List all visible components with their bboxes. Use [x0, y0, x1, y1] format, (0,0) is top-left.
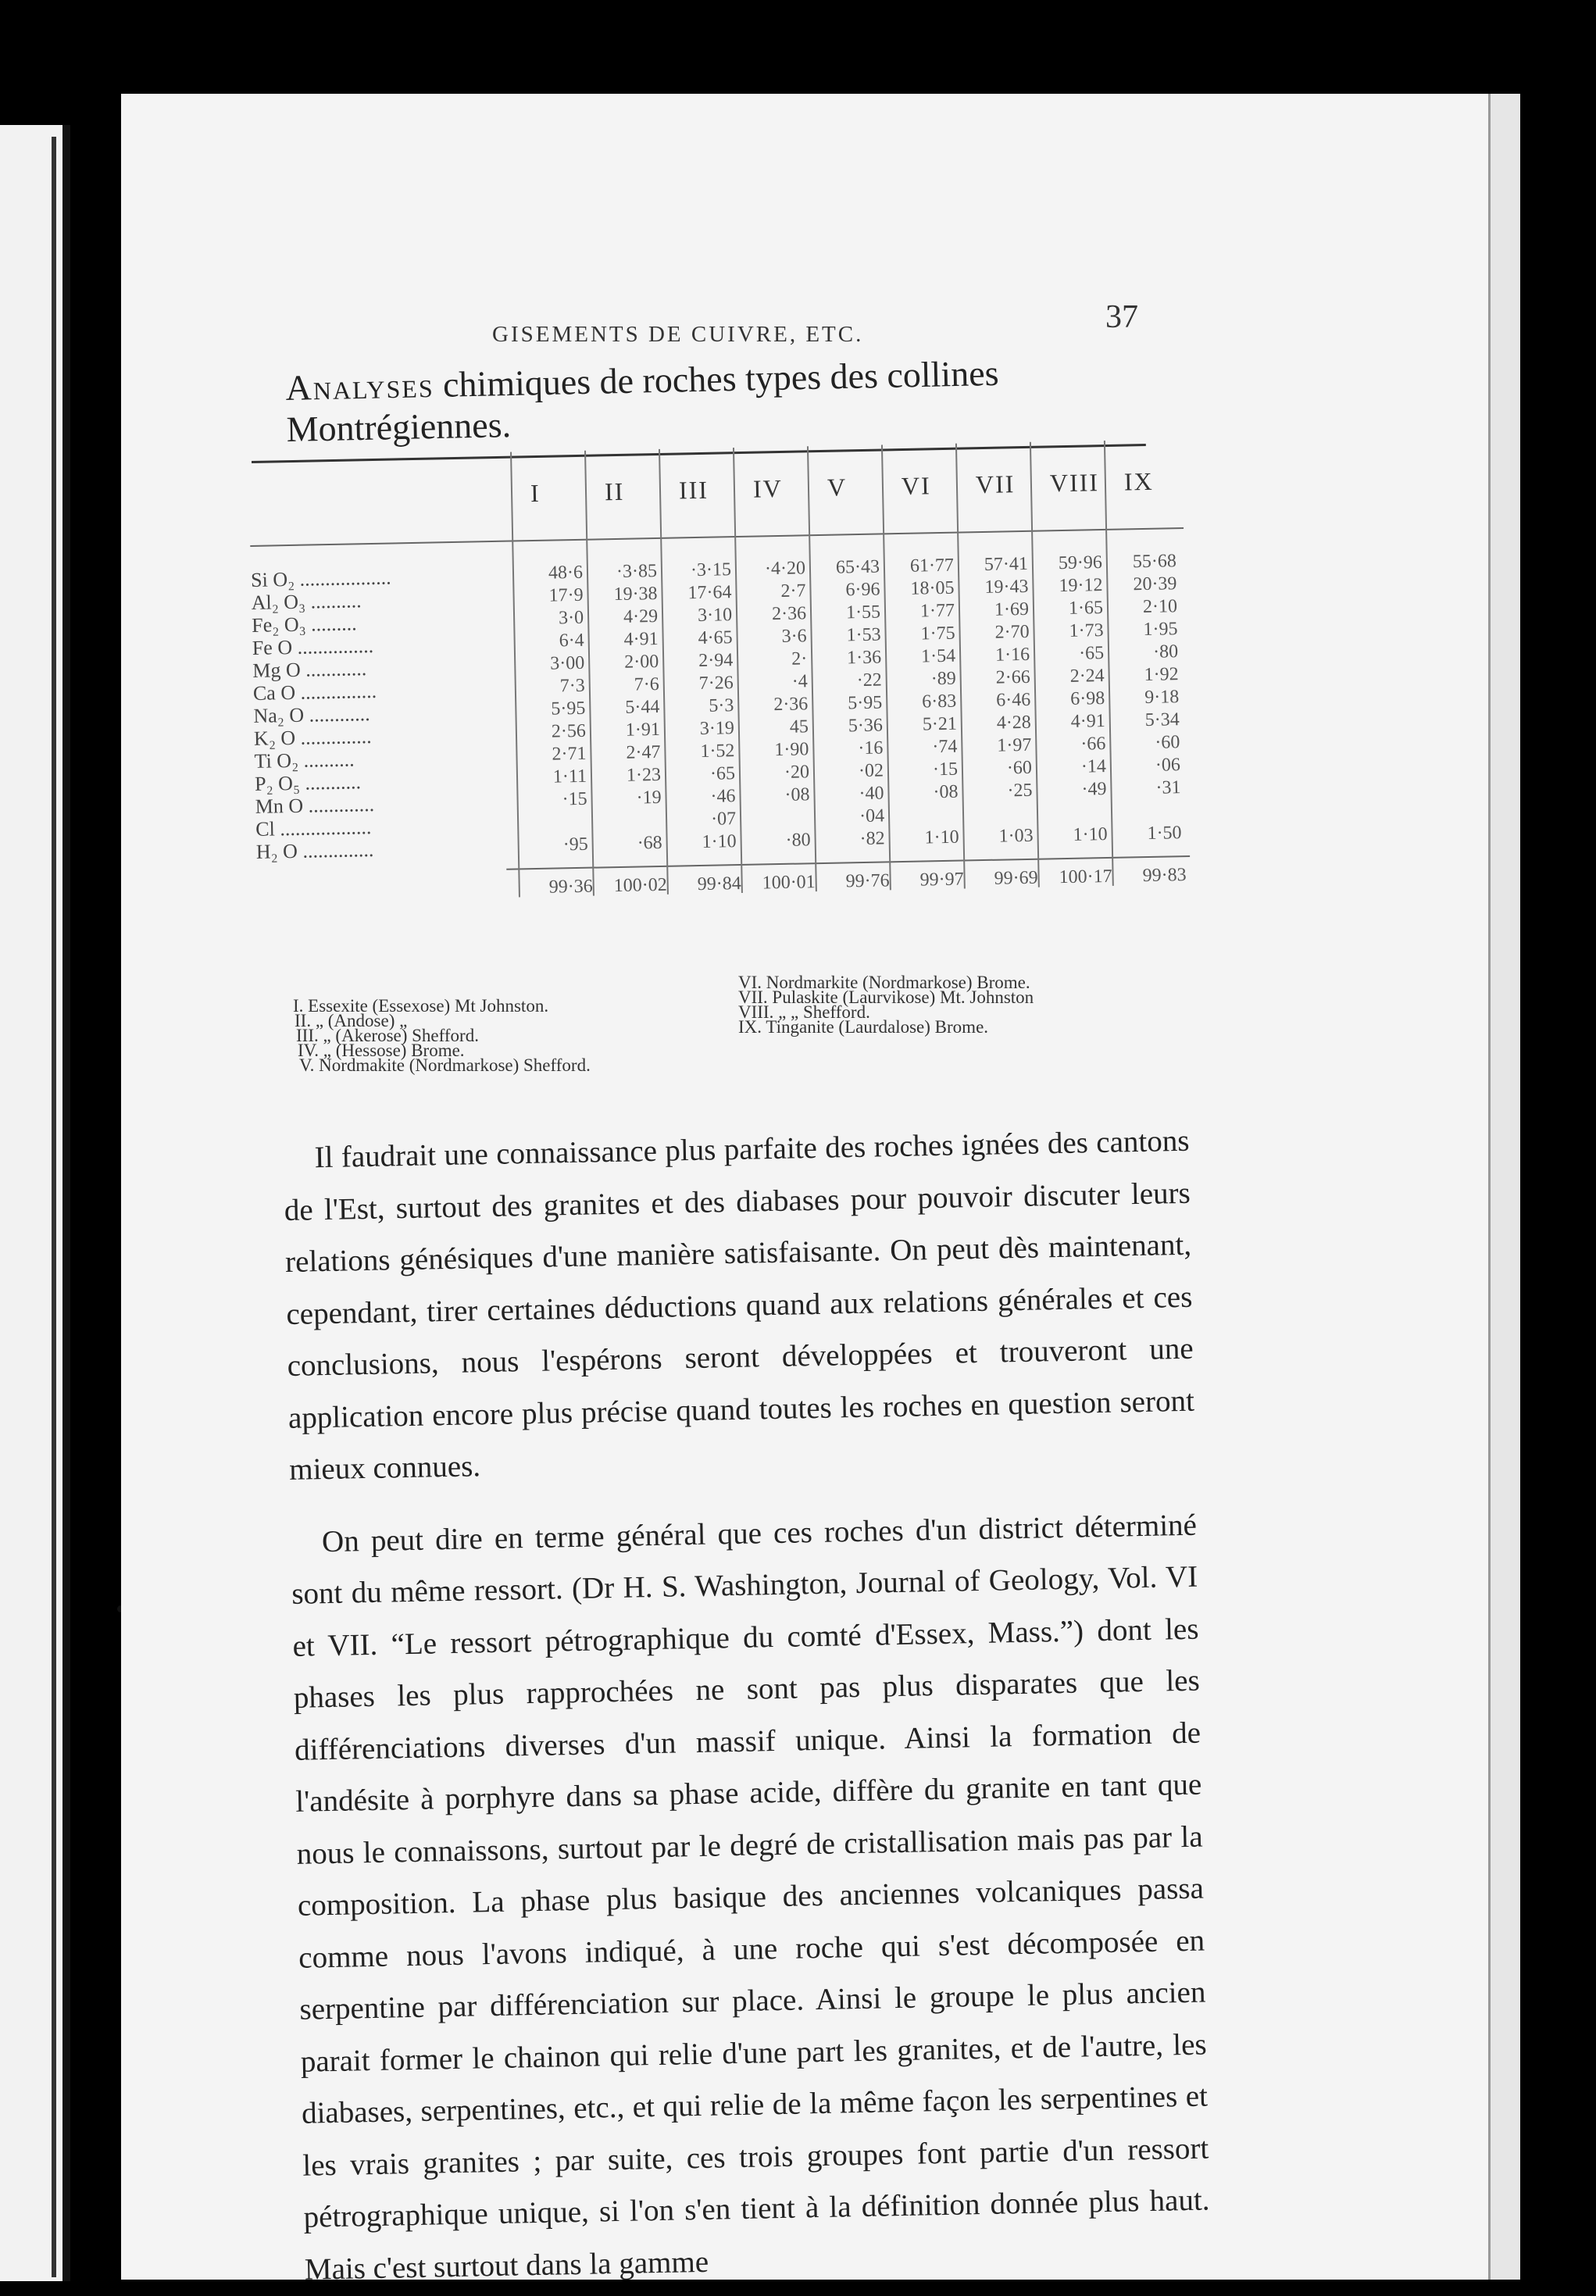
total-cell: 100·01 — [762, 872, 816, 894]
table-cell: 1·10 — [924, 827, 959, 848]
table-cell: 1·90 — [774, 739, 809, 761]
legend-entry: IX. Tinganite (Laurdalose) Brome. — [738, 1017, 989, 1037]
table-cell: ·80 — [1152, 641, 1179, 662]
table-cell: 1·91 — [625, 719, 661, 741]
table-cell: ·07 — [710, 809, 737, 830]
table-cell: 1·11 — [552, 766, 587, 787]
table-cell: 1·69 — [994, 598, 1030, 620]
table-cell: 61·77 — [909, 555, 955, 577]
table-cell: 1·92 — [1144, 664, 1179, 686]
table-cell: 18·05 — [910, 577, 955, 599]
left-page-edge — [52, 137, 56, 2277]
table-cell: ·60 — [1006, 757, 1033, 779]
table-cell: 1·55 — [845, 602, 881, 623]
row-label: Na₂ O ............ — [253, 702, 370, 727]
table-cell: 19·43 — [984, 576, 1029, 598]
table-cell: ·4·20 — [764, 558, 806, 580]
table-cell: 2·94 — [698, 650, 734, 671]
running-head-title: GISEMENTS DE CUIVRE, ETC. — [492, 322, 864, 347]
table-cell: 5·44 — [625, 696, 660, 718]
table-cell: 5·3 — [709, 695, 734, 716]
paragraph: On peut dire en terme général que ces roches d'un district déterminé sont du même ressort. (Dr H. S. Washington, Journal of Geology, Vol. VI et VII. “Le ressort pétrographique du comté d'Essex, Mass.”) dont les phases les plus rapprochées ne sont pas plus disparates que les différenciations diverses d'un massif unique. Ainsi la formation de l'andésite à porphyre dans sa phase acide, diffère du granite en tant que nous le connaissons, surtout par le degré de cristallisation mais pas par la composition. La phase plus basique des anciennes volcaniques passa comme nous l'avons indiqué, à une roche qui s'est décomposée en serpentine par différenciation sur place. Ainsi le groupe le plus ancien parait former le chainon qui relie d'une part les granites, et de l'autre, les diabases, serpentines, etc., et qui relie de la même façon les serpentines et les vrais granites ; par suite, ces trois groupes font partie d'un ressort pétrographique unique, si l'on s'en tient à la définition donnée plus haut. Mais c'est surtout dans la gamme — [291, 1508, 1210, 2287]
column-header: III — [678, 475, 709, 505]
table-cell: 45 — [789, 716, 809, 737]
table-cell: 57·41 — [984, 553, 1029, 575]
table-cell: 4·29 — [623, 605, 659, 627]
row-label: Si O₂ .................. — [250, 566, 391, 591]
table-cell: ·3·15 — [690, 559, 732, 581]
table-cell: 59·96 — [1058, 552, 1103, 574]
table-cell: 7·6 — [634, 673, 660, 695]
table-cell: 1·75 — [920, 623, 955, 645]
legend-entry: V. Nordmakite (Nordmarkose) Shefford. — [299, 1055, 591, 1075]
table-cell: ·74 — [932, 736, 958, 758]
row-label: Fe₂ O₃ ......... — [251, 612, 357, 637]
table-cell: 9·18 — [1144, 687, 1180, 709]
column-header: VIII — [1049, 468, 1100, 498]
table-cell: 1·53 — [846, 624, 881, 646]
table-cell: 1·54 — [920, 645, 956, 667]
row-label: K₂ O .............. — [253, 725, 372, 750]
legend-entry: VIII. „ „ Shefford. — [738, 1002, 870, 1022]
table-cell: 2·66 — [995, 666, 1030, 688]
table-cell: 1·65 — [1068, 598, 1104, 619]
table-cell: 20·39 — [1133, 573, 1177, 595]
row-label: Mn O ............. — [255, 792, 375, 818]
table-cell: ·49 — [1081, 778, 1107, 800]
table-cell: 1·10 — [702, 831, 737, 852]
table-cell: 2·7 — [780, 580, 806, 602]
row-label: H₂ O .............. — [255, 838, 374, 863]
table-cell: 17·64 — [687, 582, 732, 604]
row-label: Ti O₂ .......... — [254, 748, 355, 773]
total-cell: 100·02 — [613, 874, 667, 897]
table-cell: 3·19 — [699, 718, 735, 739]
table-cell: ·80 — [785, 830, 811, 851]
table-cell: 2·70 — [994, 621, 1030, 643]
table-cell: ·46 — [710, 786, 736, 807]
table-cell: ·66 — [1080, 734, 1106, 755]
table-cell: 3·00 — [549, 652, 585, 674]
table-cell: 65·43 — [835, 556, 880, 578]
table-cell: 6·4 — [559, 630, 584, 652]
table-cell: ·89 — [930, 668, 956, 690]
table-cell: ·95 — [562, 834, 588, 855]
table-cell: ·14 — [1080, 755, 1107, 777]
legend-entry: IV. „ (Hessose) Brome. — [298, 1041, 465, 1060]
table-cell: 6·46 — [996, 689, 1031, 711]
table-cell: 1·95 — [1143, 619, 1178, 641]
total-cell: 99·76 — [845, 870, 890, 892]
table-cell: 2·00 — [623, 651, 659, 673]
total-cell: 99·97 — [919, 869, 964, 891]
table-cell: 19·38 — [613, 583, 658, 605]
row-label: Ca O ............... — [252, 679, 377, 705]
column-header: I — [530, 478, 541, 508]
table-cell: 6·83 — [922, 691, 957, 712]
legend-entry: I. Essexite (Essexose) Mt Johnston. — [293, 996, 549, 1016]
paragraph: Il faudrait une connaissance plus parfaite des roches ignées des cantons de l'Est, surtout des granites et des diabases pour pouvoir discuter leurs relations génésiques d'une manière satisfaisante. On peut dès maintenant, cependant, tirer certaines déductions quand aux relations générales et ces conclusions, nous l'espérons seront développées et trouveront une application encore plus précise quand toutes les roches en question seront mieux connues. — [284, 1123, 1195, 1487]
table-cell: 2·47 — [626, 741, 661, 763]
table-cell: 4·28 — [996, 712, 1032, 734]
table-cell: 2·36 — [773, 694, 809, 716]
table-cell: 17·9 — [548, 584, 584, 606]
legend-entry: VII. Pulaskite (Laurvikose) Mt. Johnston — [738, 987, 1034, 1007]
column-header: V — [827, 473, 848, 502]
table-cell: ·65 — [1078, 643, 1105, 664]
table-cell: 2·71 — [552, 743, 587, 765]
page-edge-shadow — [1488, 94, 1520, 2280]
table-title-rest: chimiques de roches types des collines Montrégiennes. — [286, 352, 999, 449]
table-cell: ·3·85 — [616, 560, 658, 582]
table-cell: 5·95 — [551, 698, 586, 720]
table-cell: ·82 — [859, 828, 885, 850]
table-cell: 1·23 — [626, 764, 662, 786]
table-cell: 4·65 — [698, 627, 733, 648]
total-cell: 99·36 — [548, 876, 593, 898]
table-cell: ·68 — [637, 832, 662, 854]
row-label: Fe O ............... — [252, 634, 374, 659]
column-header: VI — [901, 471, 932, 500]
table-cell: ·19 — [636, 787, 662, 809]
table-cell: 1·77 — [919, 600, 955, 622]
table-cell: 3·0 — [558, 607, 584, 629]
table-cell: 1·50 — [1147, 823, 1182, 844]
table-cell: ·40 — [859, 783, 884, 805]
table-cell: 5·95 — [848, 692, 883, 714]
table-cell: ·04 — [859, 805, 885, 827]
row-label: Al₂ O₃ .......... — [251, 589, 362, 614]
table-cell: 55·68 — [1132, 551, 1177, 573]
table-cell: 5·36 — [848, 715, 884, 737]
table-cell: 7·26 — [698, 673, 734, 694]
table-cell: 1·10 — [1073, 823, 1108, 845]
table-cell: ·02 — [858, 760, 884, 782]
table-title-caps: Analyses — [285, 365, 435, 408]
table-cell: ·65 — [709, 763, 736, 784]
table-cell: 3·10 — [697, 605, 733, 626]
table-cell: 2·56 — [551, 720, 587, 742]
table-cell: 5·21 — [922, 713, 958, 735]
table-cell: 5·34 — [1144, 709, 1180, 731]
column-header: IX — [1123, 466, 1155, 496]
page-number: 37 — [1105, 299, 1138, 335]
table-cell: 19·12 — [1059, 575, 1103, 597]
table-cell: ·60 — [1155, 732, 1180, 753]
row-label: Cl .................. — [255, 816, 372, 841]
table-cell: ·08 — [784, 784, 810, 805]
total-cell: 99·69 — [994, 867, 1038, 889]
table-cell: 1·03 — [998, 825, 1034, 847]
total-cell: 99·83 — [1142, 865, 1187, 887]
table-cell: ·20 — [784, 762, 810, 783]
table-cell: ·15 — [562, 788, 587, 810]
body-text — [283, 1116, 1211, 2296]
table-cell: 1·36 — [846, 647, 882, 669]
row-label: P₂ O₅ ........... — [254, 770, 362, 795]
table-cell: 1·16 — [994, 644, 1030, 666]
table-cell: 2·24 — [1069, 666, 1105, 687]
table-cell: 3·6 — [781, 626, 807, 647]
column-header: II — [604, 477, 625, 506]
table-cell: ·06 — [1155, 755, 1181, 776]
legend-entry: VI. Nordmarkite (Nordmarkose) Brome. — [738, 973, 1030, 992]
table-cell: 48·6 — [548, 562, 584, 584]
row-label: Mg O ............ — [252, 657, 367, 682]
table-cell: ·22 — [856, 670, 882, 691]
table-cell: ·16 — [858, 737, 884, 759]
total-cell: 100·17 — [1059, 866, 1112, 888]
total-cell: 99·84 — [697, 873, 741, 895]
legend-entry: III. „ (Akerose) Shefford. — [296, 1026, 479, 1045]
table-cell: 6·98 — [1069, 688, 1105, 709]
table-cell: 2·36 — [771, 603, 807, 625]
column-header: VII — [975, 470, 1016, 499]
table-cell: 4·91 — [623, 628, 659, 650]
table-cell: 7·3 — [559, 675, 586, 697]
table-cell: 1·73 — [1069, 620, 1104, 641]
legend-entry: II. „ (Andose) „ — [295, 1011, 408, 1030]
table-cell: 4·91 — [1070, 711, 1106, 732]
table-cell: 2·10 — [1142, 596, 1178, 618]
table-cell: ·31 — [1155, 777, 1181, 798]
left-facing-page — [0, 125, 70, 2281]
table-cell: 2· — [791, 648, 808, 670]
column-header: IV — [752, 473, 784, 503]
table-cell: 1·52 — [700, 741, 735, 762]
table-cell: ·15 — [932, 759, 959, 780]
table-cell: ·08 — [933, 781, 959, 803]
table-cell: ·25 — [1007, 780, 1033, 802]
table-cell: ·4 — [791, 671, 808, 692]
table-cell: 1·97 — [997, 734, 1032, 756]
table-cell: 6·96 — [845, 579, 880, 601]
